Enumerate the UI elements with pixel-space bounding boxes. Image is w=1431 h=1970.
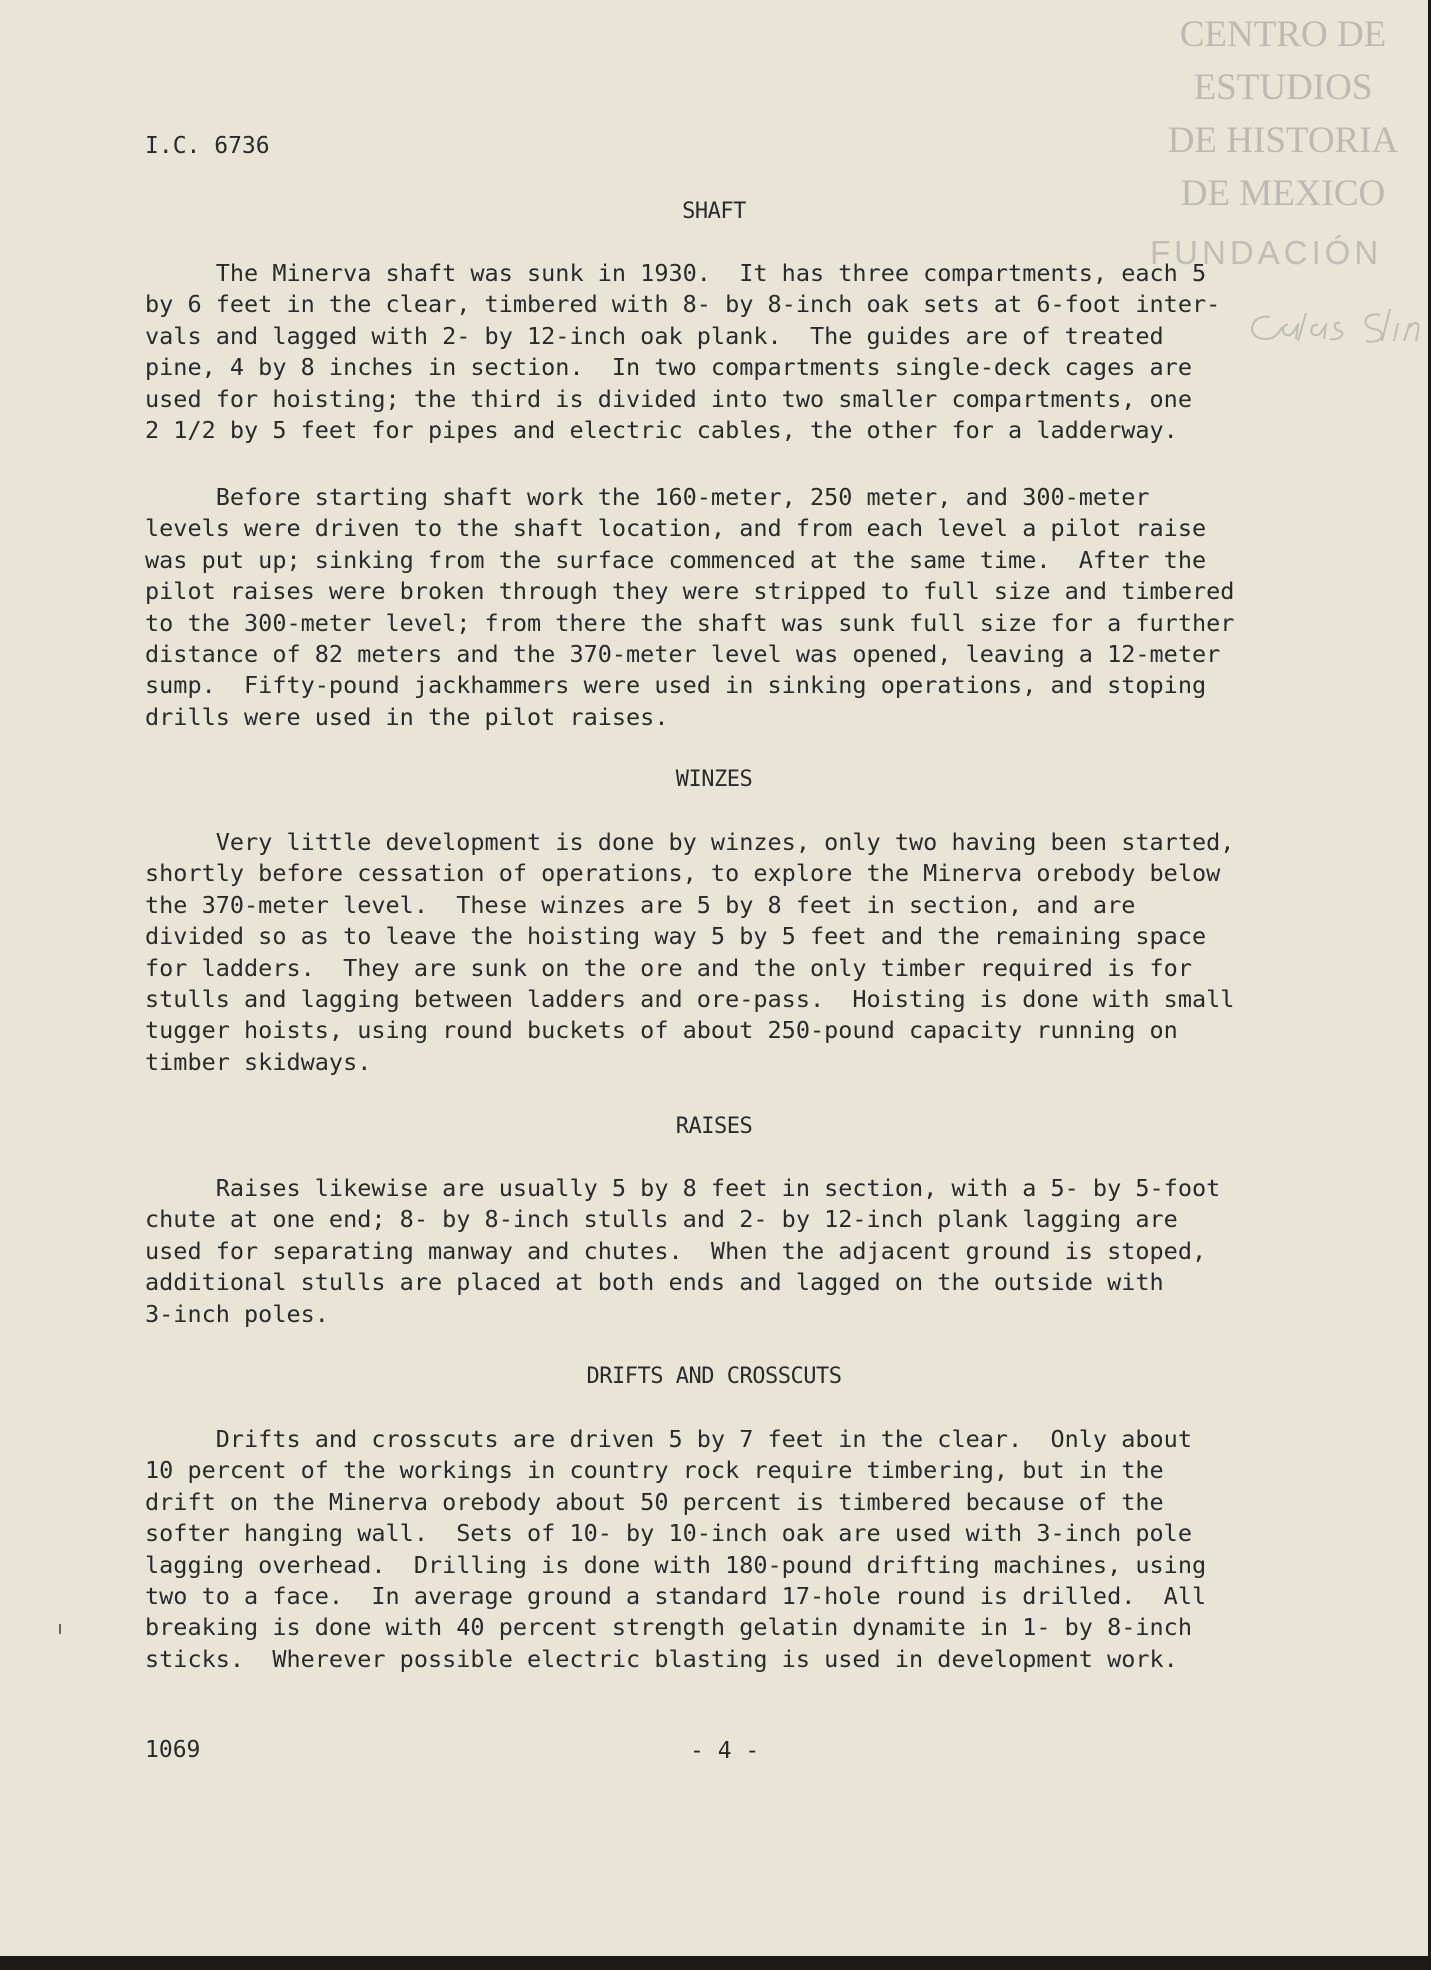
text-line: to the 300-meter level; from there the shaft was sunk full size for a further — [145, 608, 1235, 637]
archive-watermark — [1138, 8, 1428, 220]
paragraph — [145, 258, 1355, 446]
paragraph — [145, 1424, 1355, 1675]
text-line: stulls and lagging between ladders and ore-pass. Hoisting is done with small — [145, 984, 1235, 1013]
text-line: used for separating manway and chutes. When the adjacent ground is stoped, — [145, 1236, 1207, 1265]
text-line: additional stulls are placed at both ends and lagged on the outside with — [145, 1268, 1164, 1297]
text-line: vals and lagged with 2- by 12-inch oak plank. The guides are of treated — [145, 321, 1164, 350]
margin-mark — [59, 1624, 61, 1634]
text-line: by 6 feet in the clear, timbered with 8- by 8-inch oak sets at 6-foot inter- — [145, 290, 1221, 319]
section-heading: RAISES — [675, 1114, 753, 1139]
text-line: chute at one end; 8- by 8-inch stulls and 2- by 12-inch plank lagging are — [145, 1205, 1178, 1234]
page-number: - 4 - — [690, 1738, 760, 1764]
text-line: 2 1/2 by 5 feet for pipes and electric cables, the other for a ladderway. — [145, 415, 1178, 444]
text-line: the 370-meter level. These winzes are 5 by 8 feet in section, and are — [145, 890, 1136, 919]
text-line: drills were used in the pilot raises. — [145, 702, 669, 731]
text-line: timber skidways. — [145, 1047, 372, 1076]
text-line: divided so as to leave the hoisting way 5 by 5 feet and the remaining space — [145, 922, 1207, 951]
footer-number: 1069 — [145, 1737, 201, 1763]
text-line: levels were driven to the shaft location, and from each level a pilot raise — [145, 514, 1207, 543]
text-line: two to a face. In average ground a standard 17-hole round is drilled. All — [145, 1581, 1207, 1610]
section-heading: DRIFTS AND CROSSCUTS — [586, 1364, 842, 1389]
watermark-line: ESTUDIOS — [1193, 67, 1373, 108]
text-line: drift on the Minerva orebody about 50 percent is timbered because of the — [145, 1487, 1164, 1516]
document-id: I.C. 6736 — [145, 133, 270, 159]
text-line: Very little development is done by winzes, only two having been started, — [145, 828, 1235, 856]
watermark-foundation: FUNDACIÓN — [1150, 234, 1383, 271]
text-line: Drifts and crosscuts are driven 5 by 7 feet in the clear. Only about — [145, 1425, 1192, 1453]
paragraph — [145, 827, 1355, 1078]
text-line: tugger hoists, using round buckets of about 250-pound capacity running on — [145, 1016, 1178, 1045]
watermark-line: DE HISTORIA — [1167, 120, 1399, 161]
text-line: Before starting shaft work the 160-meter, 250 meter, and 300-meter — [145, 483, 1150, 511]
text-line: was put up; sinking from the surface commenced at the same time. After the — [145, 545, 1207, 574]
text-line: softer hanging wall. Sets of 10- by 10-inch oak are used with 3-inch pole — [145, 1519, 1192, 1548]
text-line: Raises likewise are usually 5 by 8 feet in section, with a 5- by 5-foot — [145, 1174, 1221, 1202]
text-line: sticks. Wherever possible electric blasting is used in development work. — [145, 1644, 1178, 1673]
text-line: lagging overhead. Drilling is done with 180-pound drifting machines, using — [145, 1550, 1207, 1579]
section-heading: WINZES — [675, 767, 753, 792]
text-line: The Minerva shaft was sunk in 1930. It has three compartments, each 5 — [145, 259, 1207, 287]
text-line: 3-inch poles. — [145, 1299, 329, 1328]
text-line: shortly before cessation of operations, to explore the Minerva orebody below — [145, 859, 1221, 888]
text-line: distance of 82 meters and the 370-meter level was opened, leaving a 12-meter — [145, 639, 1221, 668]
paragraph — [145, 482, 1355, 733]
text-line: used for hoisting; the third is divided into two smaller compartments, one — [145, 384, 1192, 413]
watermark-line: DE MEXICO — [1180, 173, 1386, 214]
text-line: sump. Fifty-pound jackhammers were used in sinking operations, and stoping — [145, 671, 1207, 700]
text-line: for ladders. They are sunk on the ore and the only timber required is for — [145, 953, 1192, 982]
watermark-line: CENTRO DE — [1179, 14, 1387, 55]
text-line: breaking is done with 40 percent strength gelatin dynamite in 1- by 8-inch — [145, 1613, 1192, 1642]
section-heading: SHAFT — [682, 199, 746, 224]
text-line: 10 percent of the workings in country rock require timbering, but in the — [145, 1456, 1164, 1485]
text-line: pilot raises were broken through they were stripped to full size and timbered — [145, 577, 1235, 606]
paragraph — [145, 1173, 1355, 1330]
text-line: pine, 4 by 8 inches in section. In two compartments single-deck cages are — [145, 353, 1192, 382]
